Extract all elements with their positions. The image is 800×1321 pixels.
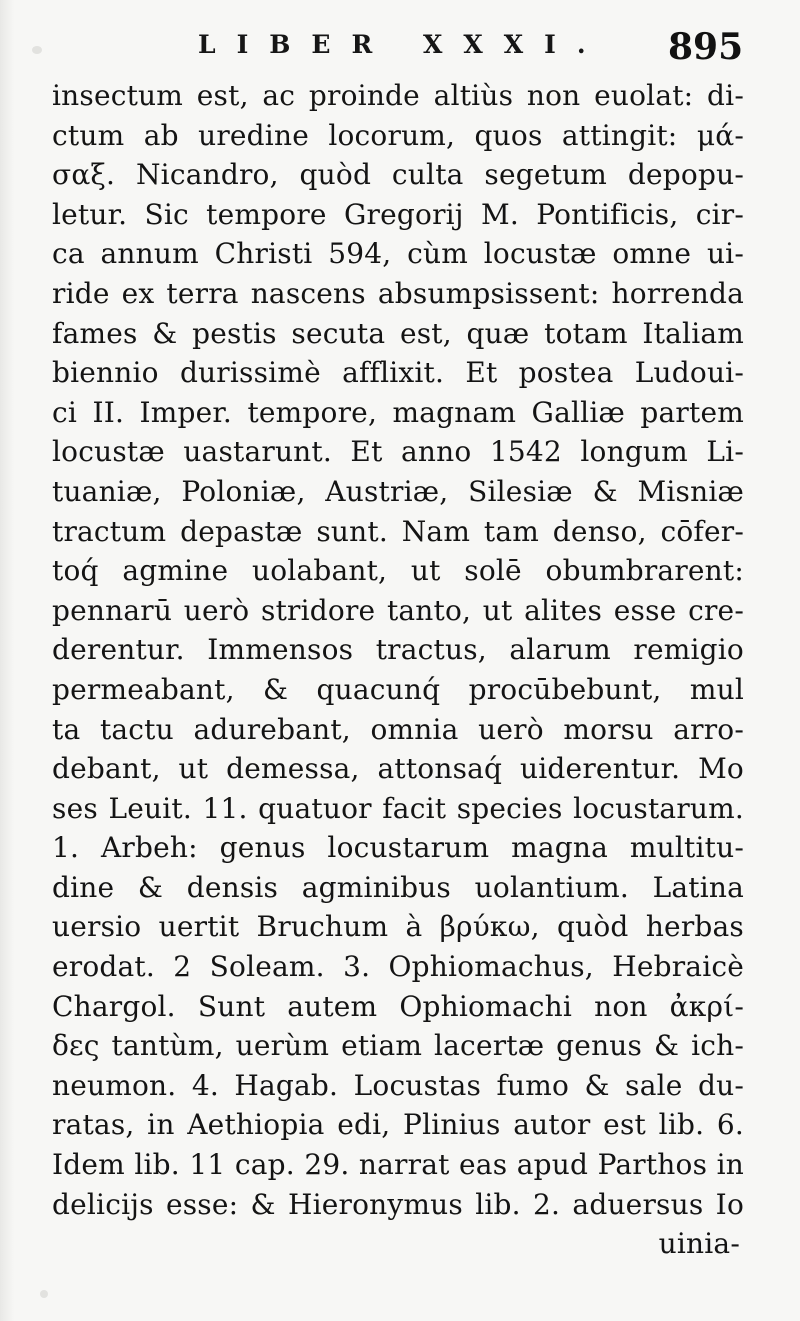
text-line: neumon. 4. Hagab. Locustas fumo & sale du-	[52, 1068, 744, 1102]
text-line: pennarū uerò stridore tanto, ut alites esse cre-	[52, 593, 744, 627]
text-line: ratas, in Aethiopia edi, Plinius autor est lib. 6.	[52, 1108, 744, 1142]
text-line: insectum est, ac proinde altiùs non euolat: di-	[52, 79, 744, 112]
text-line: ride ex terra nascens absumpsissent: horrenda	[52, 276, 744, 310]
text-line: 1. Arbeh: genus locustarum magna multitu-	[52, 831, 744, 865]
running-head	[0, 22, 800, 72]
text-line: uersio uertit Bruchum à βρύκω, quòd herbas	[52, 910, 744, 944]
ink-spot	[40, 1290, 48, 1298]
text-line: tractum depastæ sunt. Nam tam denso, cōfer-	[52, 514, 744, 548]
text-line: dine & densis agminibus uolantium. Latina	[52, 870, 744, 904]
text-line: Idem lib. 11 cap. 29. narrat eas apud Parthos in	[52, 1148, 744, 1182]
running-title: LIBER XXXI.	[198, 30, 607, 59]
text-line: δες tantùm, uerùm etiam lacertæ genus & ich-	[52, 1029, 744, 1063]
text-line: ci II. Imper. tempore, magnam Galliæ partem	[52, 395, 744, 429]
text-line: letur. Sic tempore Gregorij M. Pontificis, cir-	[52, 197, 744, 231]
text-line: ses Leuit. 11. quatuor facit species locustarum.	[52, 791, 744, 825]
text-line: biennio durissimè afflixit. Et postea Ludoui-	[52, 356, 744, 390]
body-text	[52, 76, 744, 1264]
text-line: permeabant, & quacunq́ procūbebunt, mul	[52, 672, 744, 706]
text-line: delicijs esse: & Hieronymus lib. 2. aduersus Io	[52, 1187, 744, 1221]
text-line: ctum ab uredine locorum, quos attingit: μά-	[52, 118, 744, 152]
text-line: fames & pestis secuta est, quæ totam Italiam	[52, 316, 744, 350]
text-line: derentur. Immensos tractus, alarum remigio	[52, 633, 744, 667]
catchword: uinia-	[658, 1227, 740, 1261]
text-line: ta tactu adurebant, omnia uerò morsu arro-	[52, 712, 744, 746]
text-line: toq́ agmine uolabant, ut solē obumbrarent:	[52, 554, 744, 588]
text-line: σαξ. Nicandro, quòd culta segetum depopu-	[52, 158, 744, 192]
text-line: tuaniæ, Poloniæ, Austriæ, Silesiæ & Misniæ	[52, 474, 744, 508]
text-line: Chargol. Sunt autem Ophiomachi non ἀκρί-	[52, 989, 744, 1023]
page-number: 895	[668, 26, 744, 68]
page-gutter-shadow	[0, 0, 14, 1321]
text-line: locustæ uastarunt. Et anno 1542 longum Li-	[52, 435, 744, 469]
text-line: debant, ut demessa, attonsaq́ uiderentur. Mo	[52, 752, 744, 786]
text-line: ca annum Christi 594, cùm locustæ omne ui-	[52, 237, 744, 271]
text-line: erodat. 2 Soleam. 3. Ophiomachus, Hebraicè	[52, 950, 744, 984]
